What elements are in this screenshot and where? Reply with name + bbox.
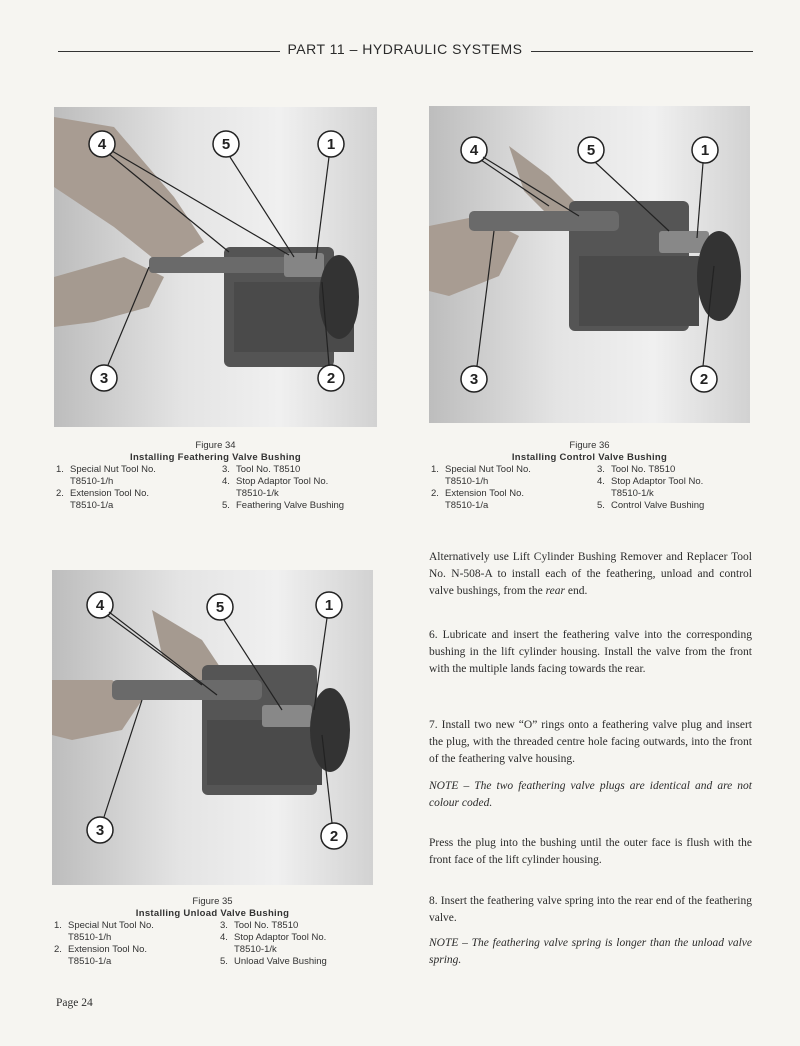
figure-number: Figure 35 [192,896,233,907]
header-rule-right [531,51,753,52]
callout-2: 2 [699,371,709,388]
callout-1: 1 [324,597,334,614]
legend-item: 3. Tool No. T8510 [597,464,676,475]
header-rule-left [58,51,280,52]
figure-title: Installing Control Valve Bushing [511,452,668,463]
legend-item: 2. Extension Tool No. T8510-1/a [56,488,150,511]
page-number: Page 24 [56,997,93,1009]
legend-item: 1. Special Nut Tool No. T8510-1/h [431,464,531,487]
note-feathering-plugs: NOTE – The two feathering valve plugs are identical and are not colour coded. [429,780,752,809]
legend-item: 3. Tool No. T8510 [222,464,301,475]
legend-item: 4. Stop Adaptor Tool No. T8510-1/k [597,476,704,499]
figure-number: Figure 36 [569,440,610,451]
figure-35-caption [52,896,373,970]
figure-legend [429,464,750,514]
legend-item: 3. Tool No. T8510 [220,920,299,931]
paragraph-step-6: 6. Lubricate and insert the feathering valve into the corresponding bushing in the lift cylinder housing. Install the valve from the front with the multiple lands facing towards the rear. [429,629,752,675]
callout-2: 2 [326,370,336,387]
figure-34-photo [54,107,377,427]
callout-5: 5 [215,599,225,616]
callout-5: 5 [221,136,231,153]
legend-item: 5. Feathering Valve Bushing [222,500,345,511]
figure-34-caption [54,440,377,514]
figure-34-illustration [54,107,377,427]
legend-item: 4. Stop Adaptor Tool No. T8510-1/k [222,476,329,499]
paragraph-press-plug: Press the plug into the bushing until the outer face is flush with the front face of the lift cylinder housing. [429,837,752,866]
legend-item: 5. Unload Valve Bushing [220,956,327,967]
figure-36-photo [429,106,750,423]
callout-1: 1 [700,142,710,159]
figure-35-illustration [52,570,373,885]
figure-35-photo [52,570,373,885]
legend-item: 1. Special Nut Tool No. T8510-1/h [56,464,156,487]
callout-3: 3 [469,371,479,388]
callout-3: 3 [95,822,105,839]
legend-item: 1. Special Nut Tool No. T8510-1/h [54,920,154,943]
callout-4: 4 [95,597,105,614]
paragraph-alternative-tool: Alternatively use Lift Cylinder Bushing Remover and Replacer Tool No. N-508-A to install each of the feathering, unload and control valve bushings, from the rear end. [429,551,752,597]
figure-legend [54,464,377,514]
figure-36-illustration [429,106,750,423]
note-spring-length: NOTE – The feathering valve spring is longer than the unload valve spring. [429,937,752,966]
callout-2: 2 [329,828,339,845]
callout-5: 5 [586,142,596,159]
paragraph-step-7: 7. Install two new “O” rings onto a feathering valve plug and insert the plug, with the threaded centre hole facing outwards, into the front of the feathering valve housing. [429,719,752,765]
figure-36-caption [429,440,750,514]
callout-4: 4 [469,142,479,159]
callout-1: 1 [326,136,336,153]
paragraph-step-8: 8. Insert the feathering valve spring into the rear end of the feathering valve. [429,895,752,924]
figure-title: Installing Unload Valve Bushing [135,908,290,919]
legend-item: 4. Stop Adaptor Tool No. T8510-1/k [220,932,327,955]
legend-item: 5. Control Valve Bushing [597,500,705,511]
figure-number: Figure 34 [195,440,236,451]
callout-3: 3 [99,370,109,387]
figure-title: Installing Feathering Valve Bushing [130,452,301,463]
legend-item: 2. Extension Tool No. T8510-1/a [431,488,525,511]
callout-4: 4 [97,136,107,153]
page-header-title: PART 11 – HYDRAULIC SYSTEMS [287,41,523,57]
figure-legend [52,920,373,970]
legend-item: 2. Extension Tool No. T8510-1/a [54,944,148,967]
